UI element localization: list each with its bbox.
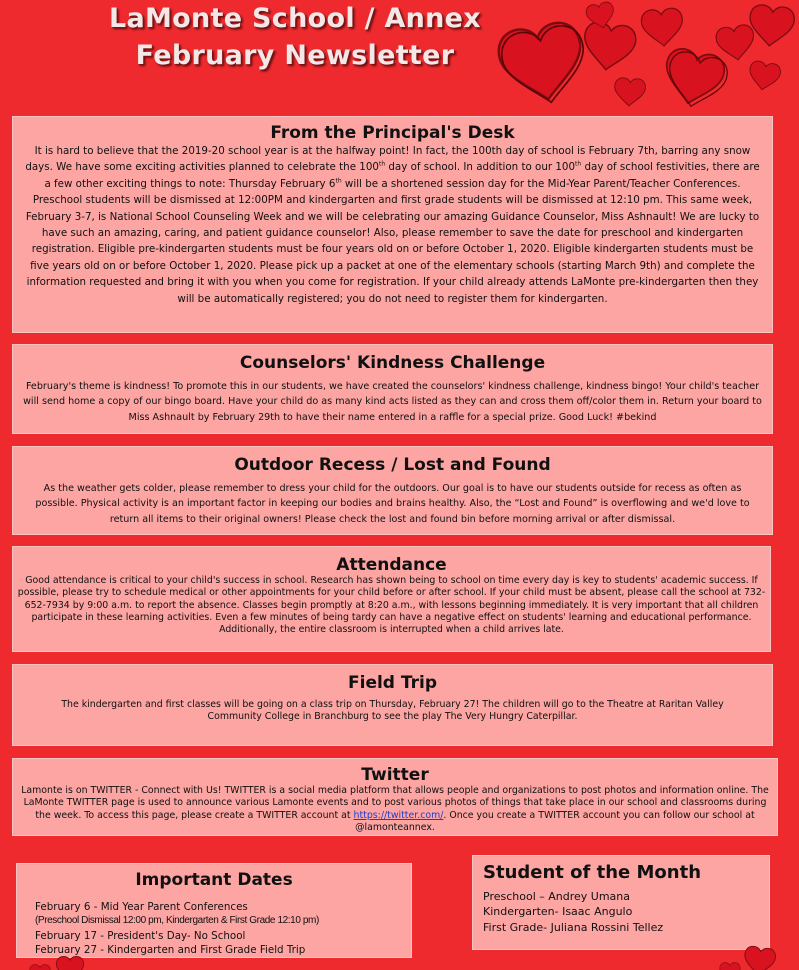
date-item: February 27 - Kindergarten and First Grade Field Trip xyxy=(35,943,306,956)
fieldtrip-section xyxy=(12,664,773,746)
kindness-section xyxy=(12,344,773,434)
principal-section xyxy=(12,116,773,333)
student-item: First Grade- Juliana Rossini Tellez xyxy=(483,920,664,934)
attendance-section xyxy=(12,546,771,652)
important-dates-heading: Important Dates xyxy=(135,870,293,890)
date-item: February 6 - Mid Year Parent Conferences xyxy=(35,901,248,913)
attendance-body: Good attendance is critical to your child's success in school. Research has shown being to school on time every day is key to students' academic success. If possible, please try to schedule medical or other appointments for your child before or after school. If your child must be absent, please call the school at 732-652-7934 by 9:00 a.m. to report the absence. Classes begin promptly at 8:20 a.m., with lessons beginning immediately. It is very important that all children participate in these learning activities. Even a few minutes of being tardy can have a negative effect on students' learning and educational performance. Additionally, the entire classroom is interrupted when a child arrives late. xyxy=(17,575,766,636)
date-item: February 17 - President's Day- No School xyxy=(35,929,246,942)
student-item: Kindergarten- Isaac Angulo xyxy=(483,905,633,919)
newsletter-title xyxy=(60,0,530,74)
student-item: Preschool – Andrey Umana xyxy=(483,890,631,903)
student-of-month-list xyxy=(483,889,769,935)
fieldtrip-body: The kindergarten and first classes will be going on a class trip on Thursday, February 27! The children will go to the Theatre at Raritan Valley Community College in Branchburg to see the play The Very Hungry Caterpillar. xyxy=(61,699,724,723)
title-line-school: LaMonte School / Annex xyxy=(108,3,482,34)
attendance-heading: Attendance xyxy=(336,555,447,575)
principal-body: It is hard to believe that the 2019-20 school year is at the halfway point! In fact, the 100th day of school is February 7th, barring any snow days. We have some exciting activities planned to celebrate the 100th day of school. In addition to our 100th day of school festivities, there are a few other exciting things to note: Thursday February 6th will be a shortened session day for the Mid-Year Parent/Teacher Conferences. Preschool students will be dismissed at 12:00PM and kindergarten and first grade students will be dismissed at 12:10 pm. This same week, February 3-7, is National School Counseling Week and we will be celebrating our amazing Guidance Counselor, Miss Ashnault! We are lucky to have such an amazing, caring, and patient guidance counselor! Also, please remember to save the date for preschool and kindergarten registration. Eligible pre-kindergarten students must be four years old on or before October 1, 2020. Eligible kindergarten students must be five years old on or before October 1, 2020. Please pick up a packet at one of the elementary schools (starting March 9th) and complete the information requested and bring it with you when you come for registration. If your child already attends LaMonte pre-kindergarten then they will be automatically registered; you do not need to register them for kindergarten. xyxy=(25,145,760,305)
student-of-month-heading: Student of the Month xyxy=(483,862,702,883)
kindness-heading: Counselors' Kindness Challenge xyxy=(239,353,546,373)
hearts-decoration xyxy=(490,0,799,110)
bottom-hearts-decoration xyxy=(0,935,799,970)
twitter-body: Lamonte is on TWITTER - Connect with Us! TWITTER is a social media platform that allows people and organizations to post photos and information online. The LaMonte TWITTER page is used to announce various Lamonte events and to post various photos of things that take place in our school and classrooms during the week. To access this page, please create a TWITTER account at https://twitter.com/. Once you create a TWITTER account you can follow our school at @lamonteannex. xyxy=(21,785,769,833)
fieldtrip-heading: Field Trip xyxy=(348,673,437,693)
recess-heading: Outdoor Recess / Lost and Found xyxy=(234,455,551,475)
twitter-link[interactable]: https://twitter.com/ xyxy=(353,809,444,821)
kindness-body: February's theme is kindness! To promote this in our students, we have created the counselors' kindness challenge, kindness bingo! Your child's teacher will send home a copy of our bingo board. Have your child do as many kind acts listed as they can and cross them off/color them in. Return your board to Miss Ashnault by February 29th to have their name entered in a raffle for a special prize. Good Luck! #bekind xyxy=(23,381,762,423)
date-item-note: (Preschool Dismissal 12:00 pm, Kindergarten & First Grade 12:10 pm) xyxy=(35,915,319,927)
recess-body: As the weather gets colder, please remember to dress your child for the outdoors. Our goal is to have our students outside for recess as often as possible. Physical activity is an important factor in keeping our bodies and brains healthy. Also, the “Lost and Found” is overflowing and we'd love to return all items to their original owners! Please check the lost and found bin before morning arrival or after dismissal. xyxy=(35,483,750,525)
recess-section xyxy=(12,446,773,535)
twitter-heading: Twitter xyxy=(361,765,429,785)
twitter-section xyxy=(12,758,778,836)
title-line-month: February Newsletter xyxy=(135,40,455,71)
principal-heading: From the Principal's Desk xyxy=(270,123,515,143)
